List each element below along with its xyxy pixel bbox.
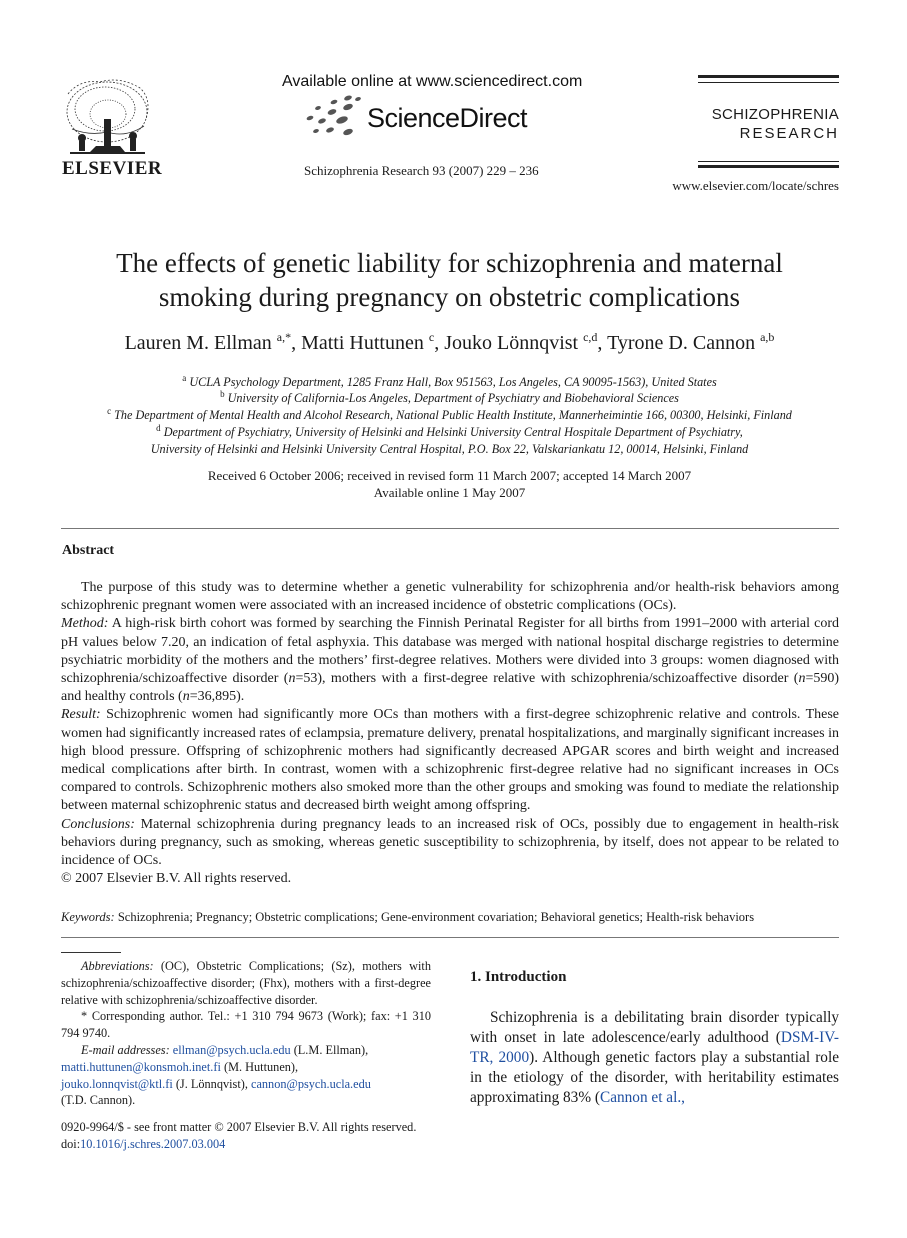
abbreviations-label: Abbreviations: xyxy=(81,959,154,973)
affiliation-mark: b xyxy=(220,389,225,399)
introduction-body xyxy=(470,1008,839,1108)
author-name[interactable]: Matti Huttunen xyxy=(301,332,424,354)
header-rule-bottom xyxy=(698,165,839,168)
abstract-bottom-divider xyxy=(61,937,839,938)
author-separator: , xyxy=(434,332,445,354)
available-online-banner[interactable]: Available online at www.sciencedirect.com xyxy=(282,73,583,90)
received-dates: Received 6 October 2006; received in revised form 11 March 2007; accepted 14 March 2007 xyxy=(207,468,692,483)
front-matter xyxy=(61,1119,461,1153)
abstract-copyright: © 2007 Elsevier B.V. All rights reserved. xyxy=(61,871,292,887)
email-owner: (J. Lönnqvist), xyxy=(172,1076,251,1091)
email-owner: (L.M. Ellman), xyxy=(290,1042,369,1057)
affiliation-text: UCLA Psychology Department, 1285 Franz Hall, Box 951563, Los Angeles, CA 90095-1563), United States xyxy=(189,375,717,389)
sciencedirect-wordmark: ScienceDirect xyxy=(367,103,528,133)
journal-title-line2: RESEARCH xyxy=(739,125,839,142)
journal-url[interactable]: www.elsevier.com/locate/schres xyxy=(672,178,839,193)
keywords-text: Schizophrenia; Pregnancy; Obstetric complications; Gene-environment covariation; Behavioral genetics; Health-risk behaviors xyxy=(114,910,755,924)
method-text: A high-risk birth cohort was formed by searching the Finnish Perinatal Register for all births from 1991–2000 with arterial cord pH values below 7.20, an indication of fetal asphyxia. This database was merged with national hospital discharge registries to determine psychiatric morbidity of the mothers and the mothers’ first-degree relatives. Mothers were divided into 3 groups: women diagnosed with schizophrenia/schizoaffective disorder ( xyxy=(61,616,839,687)
affiliation-mark: d xyxy=(156,423,161,433)
sciencedirect-dots-icon xyxy=(304,94,366,138)
email-link-cannon[interactable]: cannon@psych.ucla.edu xyxy=(250,1076,371,1091)
doi-label: doi: xyxy=(61,1136,81,1151)
method-label: Method: xyxy=(61,616,109,632)
abstract-purpose: The purpose of this study was to determine whether a genetic vulnerability for schizophrenia and/or health-risk behaviors among schizophrenic pregnant women were associated with an increased incidence of obstetric complications (OCs). xyxy=(61,580,839,614)
abstract-top-divider xyxy=(61,528,839,529)
journal-title xyxy=(698,105,839,143)
abstract-conclusions xyxy=(61,816,839,871)
keywords-label: Keywords: xyxy=(61,910,115,924)
affiliation-mark: c xyxy=(107,406,112,416)
journal-citation: Schizophrenia Research 93 (2007) 229 – 236 xyxy=(304,163,539,178)
author-affiliation-marks[interactable]: c,d xyxy=(583,330,598,344)
affiliation-b xyxy=(60,390,839,407)
publisher-logo-text: ELSEVIER xyxy=(62,158,163,179)
abbreviations-text: (OC), Obstetric Complications; (Sz), mothers with schizophrenia/schizoaffective disorder; (Fhx), mothers with a first-degree relative with schizophrenia/schizoaffective disorder. xyxy=(61,959,431,1007)
corresponding-author-footnote: * Corresponding author. Tel.: +1 310 794 9673 (Work); fax: +1 310 794 9740. xyxy=(61,1009,431,1041)
method-text: =36,895). xyxy=(189,689,245,705)
n-symbol: n xyxy=(288,671,296,687)
conclusions-label: Conclusions: xyxy=(61,816,135,832)
citation-link-cannon[interactable]: Cannon et al., xyxy=(600,1089,685,1106)
author-name[interactable]: Lauren M. Ellman xyxy=(124,332,272,354)
footnotes xyxy=(61,958,431,1109)
abstract-result xyxy=(61,706,839,815)
paper-title xyxy=(60,246,839,314)
affiliation-text: The Department of Mental Health and Alcohol Research, National Public Health Institute, Mannerheimintie 166, 00300, Helsinki, Finland xyxy=(114,408,792,422)
affiliation-d xyxy=(60,424,839,441)
result-label: Result: xyxy=(61,707,101,723)
keywords xyxy=(61,910,839,925)
n-symbol: n xyxy=(798,671,806,687)
email-owner: (M. Huttunen), xyxy=(220,1059,299,1074)
author-name[interactable]: Tyrone D. Cannon xyxy=(607,332,756,354)
affiliation-mark: a xyxy=(182,373,187,383)
affiliation-text: University of California-Los Angeles, Department of Psychiatry and Biobehavioral Sciences xyxy=(227,391,679,405)
abstract-heading: Abstract xyxy=(62,543,115,558)
available-online-date: Available online 1 May 2007 xyxy=(373,484,526,500)
footnote-divider xyxy=(61,952,121,953)
affiliation-a xyxy=(60,374,839,391)
abstract-body xyxy=(61,579,839,888)
n-symbol: n xyxy=(182,689,190,705)
abstract-method xyxy=(61,615,839,706)
header-rule-top xyxy=(698,75,839,78)
doi-line xyxy=(61,1136,461,1153)
article-dates xyxy=(60,468,839,501)
author-affiliation-marks[interactable]: a,b xyxy=(760,330,775,344)
issn-copyright: 0920-9964/$ - see front matter © 2007 Elsevier B.V. All rights reserved. xyxy=(61,1120,417,1134)
intro-text: ). Although genetic factors play a substantial role in the etiology of the disorder, with heritability estimates approximating 83% ( xyxy=(470,1049,839,1106)
affiliation-d-continued xyxy=(60,441,839,458)
email-owner: (T.D. Cannon). xyxy=(61,1093,136,1108)
email-label: E-mail addresses: xyxy=(81,1042,170,1057)
result-text: Schizophrenic women had significantly more OCs than mothers with a first-degree schizophrenic relative and controls. These women had significantly increased rates of eclampsia, premature delivery, prenatal hospitalizations, and marginally significant increases in high blood pressure. Offspring of schizophrenic mothers had significantly decreased APGAR scores and birth weight and increased medical complications after birth. In contrast, women with a schizophrenic first-degree relative had no significant increases in OCs compared to controls. Schizophrenic mothers also smoked more than the other groups and smoking was found to mediate the relationship between maternal schizophrenic status and decreased birth weight among offspring. xyxy=(61,707,839,814)
affiliation-text: Department of Psychiatry, University of Helsinki and Helsinki University Central Hospitale Department of Psychiatry, xyxy=(163,425,743,439)
author-separator: , xyxy=(597,332,608,354)
author-affiliation-marks[interactable]: a,* xyxy=(276,330,292,344)
email-link-lonnqvist[interactable]: jouko.lonnqvist@ktl.fi xyxy=(61,1076,173,1091)
header-rule-bottom-thin xyxy=(698,161,839,162)
email-link-ellman[interactable]: ellman@psych.ucla.edu xyxy=(172,1042,291,1057)
method-text: =590) and healthy controls ( xyxy=(61,671,839,705)
header-rule-top-thin xyxy=(698,82,839,83)
author-list xyxy=(60,332,839,355)
conclusions-text: Maternal schizophrenia during pregnancy leads to an increased risk of OCs, possibly due to engagement in health-risk behaviors during pregnancy, such as smoking, whereas genetic susceptibility to schizophrenia, by itself, does not appear to be related to incidence of OCs. xyxy=(61,816,839,869)
doi-link[interactable]: 10.1016/j.schres.2007.03.004 xyxy=(80,1136,226,1151)
abbreviations-footnote xyxy=(61,958,431,1008)
email-link-huttunen[interactable]: matti.huttunen@konsmoh.inet.fi xyxy=(61,1059,221,1074)
affiliation-text: University of Helsinki and Helsinki University Central Hospital, P.O. Box 22, Valskariankatu 12, 00014, Helsinki, Finland xyxy=(150,442,749,456)
affiliation-c xyxy=(60,407,839,424)
intro-text: Schizophrenia is a debilitating brain disorder typically with onset in late adolescence/early adulthood ( xyxy=(470,1009,839,1046)
author-name[interactable]: Jouko Lönnqvist xyxy=(444,332,579,354)
journal-title-line1: SCHIZOPHRENIA xyxy=(711,106,839,123)
introduction-heading: 1. Introduction xyxy=(470,969,567,985)
citation-link-dsm[interactable]: DSM-IV-TR, 2000 xyxy=(470,1029,839,1066)
author-separator: , xyxy=(291,332,302,354)
author-affiliation-marks[interactable]: c xyxy=(428,330,435,344)
method-text: =53), mothers with a first-degree relative with schizophrenia/schizoaffective disorder ( xyxy=(295,671,799,687)
email-footnote xyxy=(61,1042,431,1109)
paper-title-line2: smoking during pregnancy on obstetric complications xyxy=(158,282,741,312)
paper-title-line1: The effects of genetic liability for schizophrenia and maternal xyxy=(116,248,783,278)
